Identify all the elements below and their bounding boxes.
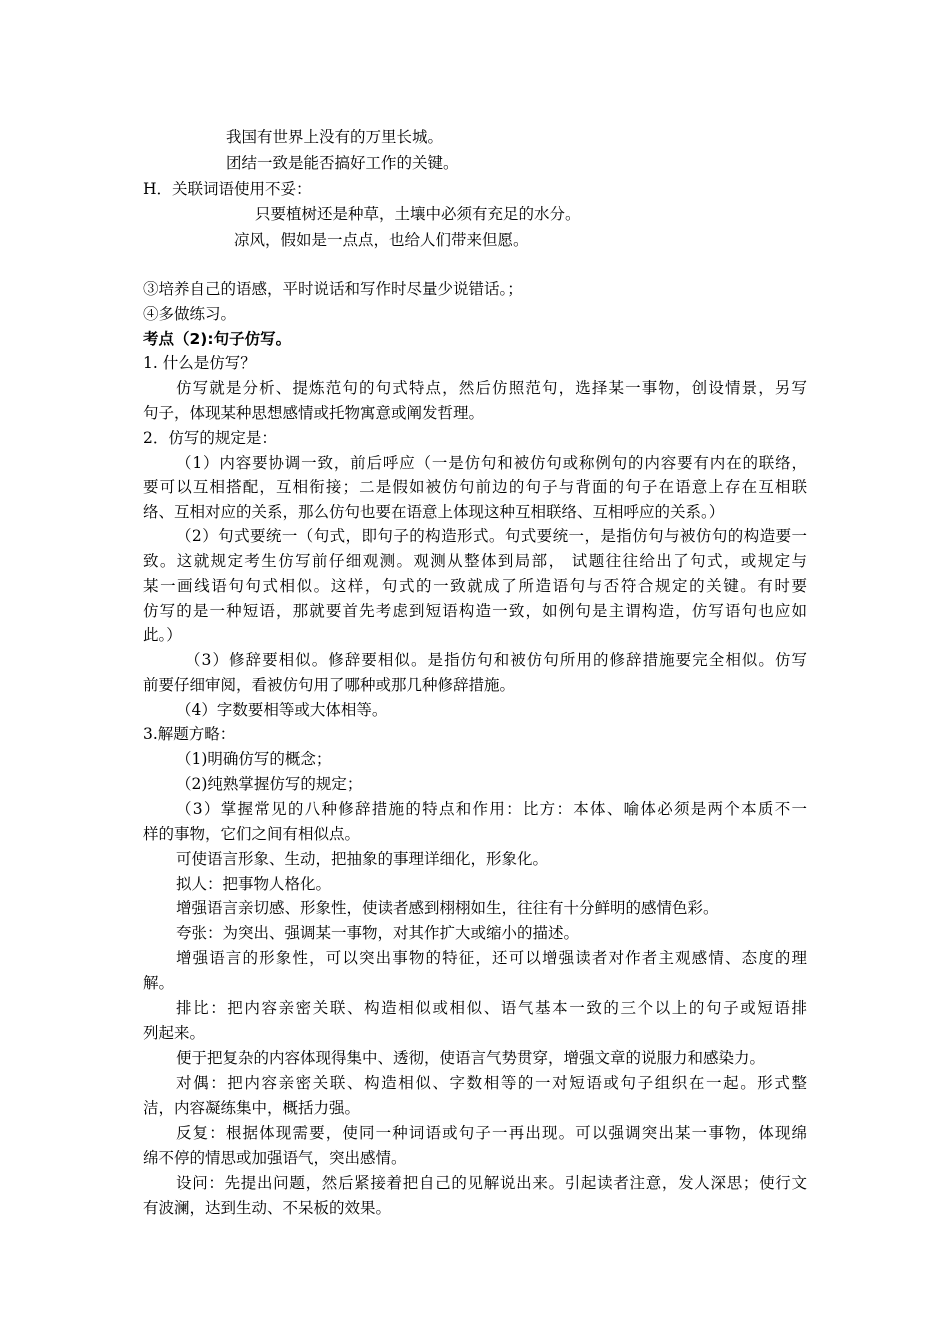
paragraph-line: （1）内容要协调一致，前后呼应（一是仿句和被仿句或称例句的内容要有内在的联络，: [176, 454, 807, 472]
paragraph-line: 致。这就规定考生仿写前仔细观测。观测从整体到局部， 试题往往给出了句式，或规定与: [143, 552, 807, 570]
paragraph-line: 排比：把内容亲密关联、构造相似或相似、语气基本一致的三个以上的句子或短语排: [176, 999, 807, 1017]
paragraph-line: 要可以互相搭配，互相衔接；二是假如被仿句前边的句子与背面的句子在语意上存在互相联: [143, 478, 807, 496]
paragraph-line: 前要仔细审阅，看被仿句用了哪种或那几种修辞措施。: [143, 676, 516, 694]
paragraph-line: （3）修辞要相似。修辞要相似。是指仿句和被仿句所用的修辞措施要完全相似。仿写: [185, 651, 807, 669]
example-sentence: 我国有世界上没有的万里长城。: [226, 128, 444, 146]
list-item: （2)纯熟掌握仿写的规定；: [176, 775, 363, 793]
section-title: 考点（2):句子仿写。: [143, 330, 292, 348]
paragraph-line: 绵不停的情思或加强语气，突出感情。: [143, 1149, 407, 1167]
paragraph-line: 有波澜，达到生动、不呆板的效果。: [143, 1199, 392, 1217]
paragraph-line: 拟人：把事物人格化。: [176, 875, 332, 893]
paragraph-line: 列起来。: [143, 1024, 206, 1042]
section-heading: H．关联词语使用不妥：: [143, 180, 312, 198]
list-item: ④多做练习。: [143, 305, 237, 323]
paragraph-line: 解。: [143, 974, 175, 992]
example-sentence: 团结一致是能否搞好工作的关键。: [226, 154, 459, 172]
paragraph-line: 某一画线语句句式相似。这样，句式的一致就成了所造语句与否符合规定的关键。有时要: [143, 577, 807, 595]
paragraph-line: 样的事物，它们之间有相似点。: [143, 825, 361, 843]
question-heading: 1. 什么是仿写？: [143, 354, 256, 372]
paragraph-line: 可使语言形象、生动，把抽象的事理详细化，形象化。: [176, 850, 549, 868]
paragraph-line: （2）句式要统一（句式，即句子的构造形式。句式要统一，是指仿句与被仿句的构造要一: [176, 527, 807, 545]
list-item: ③培养自己的语感，平时说话和写作时尽量少说错话。；: [143, 280, 523, 298]
paragraph-line: 仿写的是一种短语，那就要首先考虑到短语构造一致，如例句是主谓构造，仿写语句也应如: [143, 602, 807, 620]
paragraph-line: 络、互相对应的关系，那么仿句也要在语意上体现这种互相联络、互相呼应的关系。）: [143, 503, 725, 521]
paragraph-line: 增强语言亲切感、形象性，使读者感到栩栩如生，往往有十分鲜明的感情色彩。: [176, 899, 719, 917]
list-item: （1)明确仿写的概念；: [176, 750, 332, 768]
paragraph-line: 句子，体现某种思想感情或托物寓意或阐发哲理。: [143, 404, 485, 422]
paragraph-line: 夸张：为突出、强调某一事物，对其作扩大或缩小的描述。: [176, 924, 580, 942]
paragraph-line: 对偶：把内容亲密关联、构造相似、字数相等的一对短语或句子组织在一起。形式整: [176, 1074, 807, 1092]
paragraph-line: 增强语言的形象性，可以突出事物的特征，还可以增强读者对作者主观感情、态度的理: [176, 949, 807, 967]
section-heading: 2．仿写的规定是：: [143, 429, 277, 447]
example-sentence: 凉风，假如是一点点，也给人们带来但愿。: [234, 231, 529, 249]
section-heading: 3.解题方略：: [143, 725, 236, 743]
paragraph-line: 此。）: [143, 626, 182, 644]
example-sentence: 只要植树还是种草，土壤中必须有充足的水分。: [255, 205, 581, 223]
paragraph-line: 便于把复杂的内容体现得集中、透彻，使语言气势贯穿，增强文章的说服力和感染力。: [176, 1049, 766, 1067]
paragraph-line: （4）字数要相等或大体相等。: [176, 701, 388, 719]
paragraph-line: （3）掌握常见的八种修辞措施的特点和作用：比方：本体、喻体必须是两个本质不一: [176, 800, 807, 818]
paragraph-line: 洁，内容凝练集中，概括力强。: [143, 1099, 361, 1117]
paragraph-line: 设问：先提出问题，然后紧接着把自己的见解说出来。引起读者注意，发人深思；使行文: [176, 1174, 807, 1192]
paragraph-line: 仿写就是分析、提炼范句的句式特点，然后仿照范句，选择某一事物，创设情景，另写: [176, 379, 807, 397]
paragraph-line: 反复：根据体现需要，使同一种词语或句子一再出现。可以强调突出某一事物，体现绵: [176, 1124, 807, 1142]
